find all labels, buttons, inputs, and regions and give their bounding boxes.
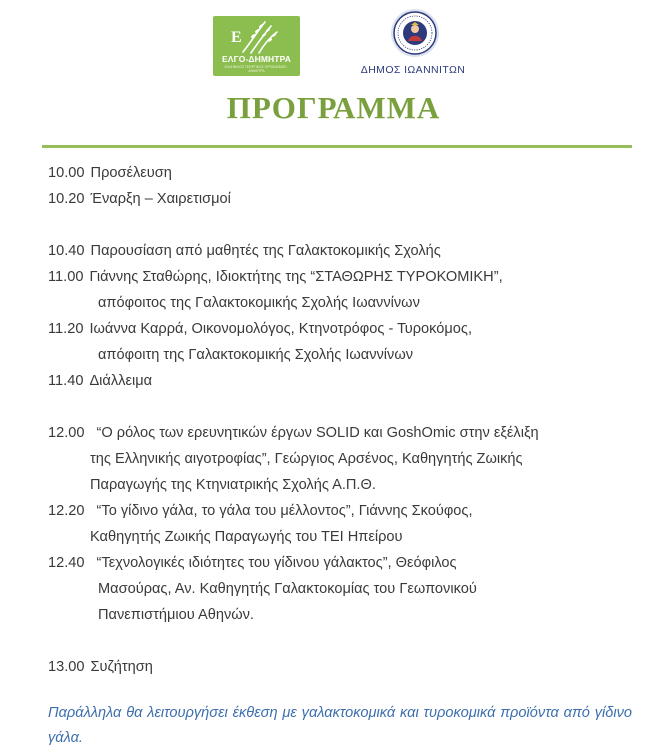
schedule-item — [48, 238, 638, 264]
schedule-item — [48, 498, 638, 524]
item-text: Γιάννης Σταθώρης, Ιδιοκτήτης της “ΣΤΑΘΩΡΗΣ ΤΥΡΟΚΟΜΙΚΗ”, — [89, 269, 503, 285]
item-text: Έναρξη – Χαιρετισμοί — [90, 191, 231, 207]
exhibition-note: Παράλληλα θα λειτουργήσει έκθεση με γαλακτοκομικά και τυροκομικά προϊόντα από γίδινο γάλα. — [48, 705, 632, 746]
item-continuation: Παραγωγής της Κτηνιατρικής Σχολής Α.Π.Θ. — [90, 477, 376, 493]
elgo-logo-subtitle: ΕΛΛΗΝΙΚΟΣ ΓΕΩΡΓΙΚΟΣ ΟΡΓΑΝΙΣΜΟΣ - ΔΗΜΗΤΡΑ — [224, 65, 289, 73]
item-continuation: απόφοιτος της Γαλακτοκομικής Σχολής Ιωαννίνων — [98, 295, 420, 311]
item-time: 13.00 — [48, 659, 85, 675]
schedule-item — [48, 160, 638, 186]
item-text: Διάλλειμα — [89, 373, 153, 389]
item-time: 12.00 — [48, 425, 85, 441]
svg-text:Ε: Ε — [231, 29, 242, 46]
elgo-logo-title: ΕΛΓΟ-ΔΗΜΗΤΡΑ — [222, 54, 291, 64]
item-text: Ιωάννα Καρρά, Οικονομολόγος, Κτηνοτρόφος - Τυροκόμος, — [89, 321, 473, 337]
item-time: 11.40 — [48, 373, 84, 389]
item-text: Συζήτηση — [90, 659, 153, 675]
schedule-item — [48, 420, 638, 446]
item-text: Παρουσίαση από μαθητές της Γαλακτοκομικής Σχολής — [90, 243, 441, 259]
section-spacer — [48, 212, 638, 238]
schedule-item — [48, 368, 638, 394]
item-continuation: Μασούρας, Αν. Καθηγητής Γαλακτοκομίας του Γεωπονικού — [98, 581, 477, 597]
municipality-label: ΔΗΜΟΣ ΙΩΑΝΝΙΤΩΝ — [360, 64, 466, 76]
item-time: 10.20 — [48, 191, 85, 207]
item-time: 10.40 — [48, 243, 85, 259]
item-continuation: Πανεπιστήμιου Αθηνών. — [98, 607, 254, 623]
page-title: ΠΡΟΓΡΑΜΜΑ — [226, 90, 441, 125]
item-text: Προσέλευση — [90, 165, 172, 181]
header-logos — [0, 0, 667, 82]
title-divider — [42, 145, 632, 148]
item-time: 10.00 — [48, 165, 85, 181]
item-time: 11.00 — [48, 269, 84, 285]
schedule-list — [48, 160, 638, 680]
item-text: “Τεχνολογικές ιδιότητες του γίδινου γάλακτος”, Θεόφιλος — [96, 555, 457, 571]
elgo-dimitra-logo — [213, 16, 300, 76]
item-time: 12.40 — [48, 555, 85, 571]
section-spacer — [48, 628, 638, 654]
schedule-item — [48, 550, 638, 576]
schedule-item — [48, 654, 638, 680]
item-text: “Το γίδινο γάλα, το γάλα του μέλλοντος”, Γιάννης Σκούφος, — [96, 503, 473, 519]
schedule-item — [48, 264, 638, 290]
schedule-item — [48, 186, 638, 212]
schedule-item — [48, 316, 638, 342]
municipality-emblem-icon — [390, 8, 440, 58]
item-text: “Ο ρόλος των ερευνητικών έργων SOLID και GoshOmic στην εξέλιξη — [96, 425, 539, 441]
item-continuation: της Ελληνικής αιγοτροφίας”, Γεώργιος Αρσένος, Καθηγητής Ζωικής — [90, 451, 523, 467]
item-continuation: Καθηγητής Ζωικής Παραγωγής του ΤΕΙ Ηπείρου — [90, 529, 403, 545]
item-time: 11.20 — [48, 321, 84, 337]
wheat-icon — [213, 16, 300, 56]
item-continuation: απόφοιτη της Γαλακτοκομικής Σχολής Ιωαννίνων — [98, 347, 414, 363]
section-spacer — [48, 394, 638, 420]
item-time: 12.20 — [48, 503, 85, 519]
